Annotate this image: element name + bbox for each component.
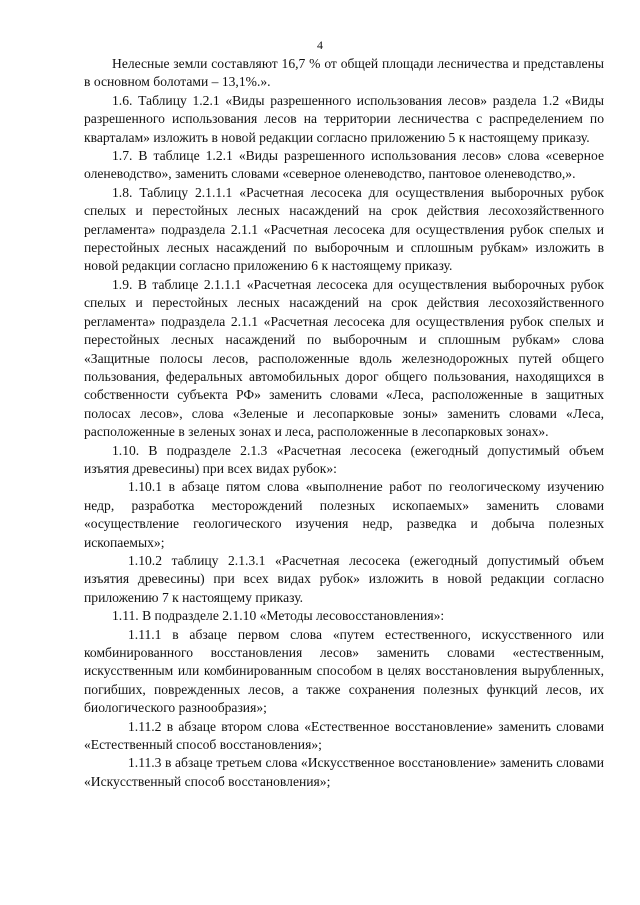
- paragraph-non-forest-lands: Нелесные земли составляют 16,7 % от общей площади лесничества и представлены в основном болотами – 13,1%.».: [84, 56, 604, 90]
- paragraph-1-11: 1.11. В подразделе 2.1.10 «Методы лесовосстановления»:: [112, 608, 445, 624]
- paragraph-1-11-3: 1.11.3 в абзаце третьем слова «Искусственное восстановление» заменить словами «Искусственный способ восстановления»;: [84, 755, 604, 789]
- paragraph-1-6: 1.6. Таблицу 1.2.1 «Виды разрешенного использования лесов» раздела 1.2 «Виды разрешенного использования лесов на территории лесничества с распределением по кварталам» изложить в новой редакции согласно приложению 5 к настоящему приказу.: [84, 92, 604, 145]
- paragraph-1-11-1: 1.11.1 в абзаце первом слова «путем естественного, искусственного или комбинированного восстановления лесов» заменить словами «естественным, искусственным или комбинированным способом в целях восстановления вырубленных, погибших, поврежденных лесов, а также сохранения полезных функций лесов, их биологического разнообразия»;: [84, 626, 604, 716]
- paragraph-1-9: 1.9. В таблице 2.1.1.1 «Расчетная лесосека для осуществления выборочных рубок спелых и перестойных лесных насаждений на срок действия лесохозяйственного регламента» подраздела 2.1.1 «Расчетная лесосека для осуществления рубок спелых и перестойных лесных насаждений по выборочным и сплошным рубкам» слова «Защитные полосы лесов, расположенные вдоль железнодорожных путей общего пользования, федеральных автомобильных дорог общего пользования, находящихся в собственности субъекта РФ» заменить словами «Леса, расположенные в защитных полосах лесов», слова «Зеленые и лесопарковые зоны» заменить словами «Леса, расположенные в зеленых зонах и леса, расположенные в лесопарковых зонах».: [84, 276, 604, 440]
- paragraph-1-8: 1.8. Таблицу 2.1.1.1 «Расчетная лесосека для осуществления выборочных рубок спелых и перестойных лесных насаждений на срок действия лесохозяйственного регламента» подраздела 2.1.1 «Расчетная лесосека для осуществления рубок спелых и перестойных лесных насаждений по выборочным и сплошным рубкам» изложить в новой редакции согласно приложению 6 к настоящему приказу.: [84, 184, 604, 274]
- paragraph-1-10: 1.10. В подразделе 2.1.3 «Расчетная лесосека (ежегодный допустимый объем изъятия древесины) при всех видах рубок»:: [84, 442, 604, 476]
- paragraph-1-10-2: 1.10.2 таблицу 2.1.3.1 «Расчетная лесосека (ежегодный допустимый объем изъятия древесины) при всех видах рубок» изложить в новой редакции согласно приложению 7 к настоящему приказу.: [84, 552, 604, 605]
- paragraph-1-10-1: 1.10.1 в абзаце пятом слова «выполнение работ по геологическому изучению недр, разработка месторождений полезных ископаемых» заменить словами «осуществление геологического изучения недр, разведка и добыча полезных ископаемых»;: [84, 479, 604, 550]
- page-number: 4: [317, 38, 323, 52]
- paragraph-1-7: 1.7. В таблице 1.2.1 «Виды разрешенного использования лесов» слова «северное оленеводство», заменить словами «северное оленеводство, пантовое оленеводство,».: [84, 148, 604, 182]
- paragraph-1-11-2: 1.11.2 в абзаце втором слова «Естественное восстановление» заменить словами «Естественный способ восстановления»;: [84, 718, 604, 753]
- document-body: [84, 55, 604, 791]
